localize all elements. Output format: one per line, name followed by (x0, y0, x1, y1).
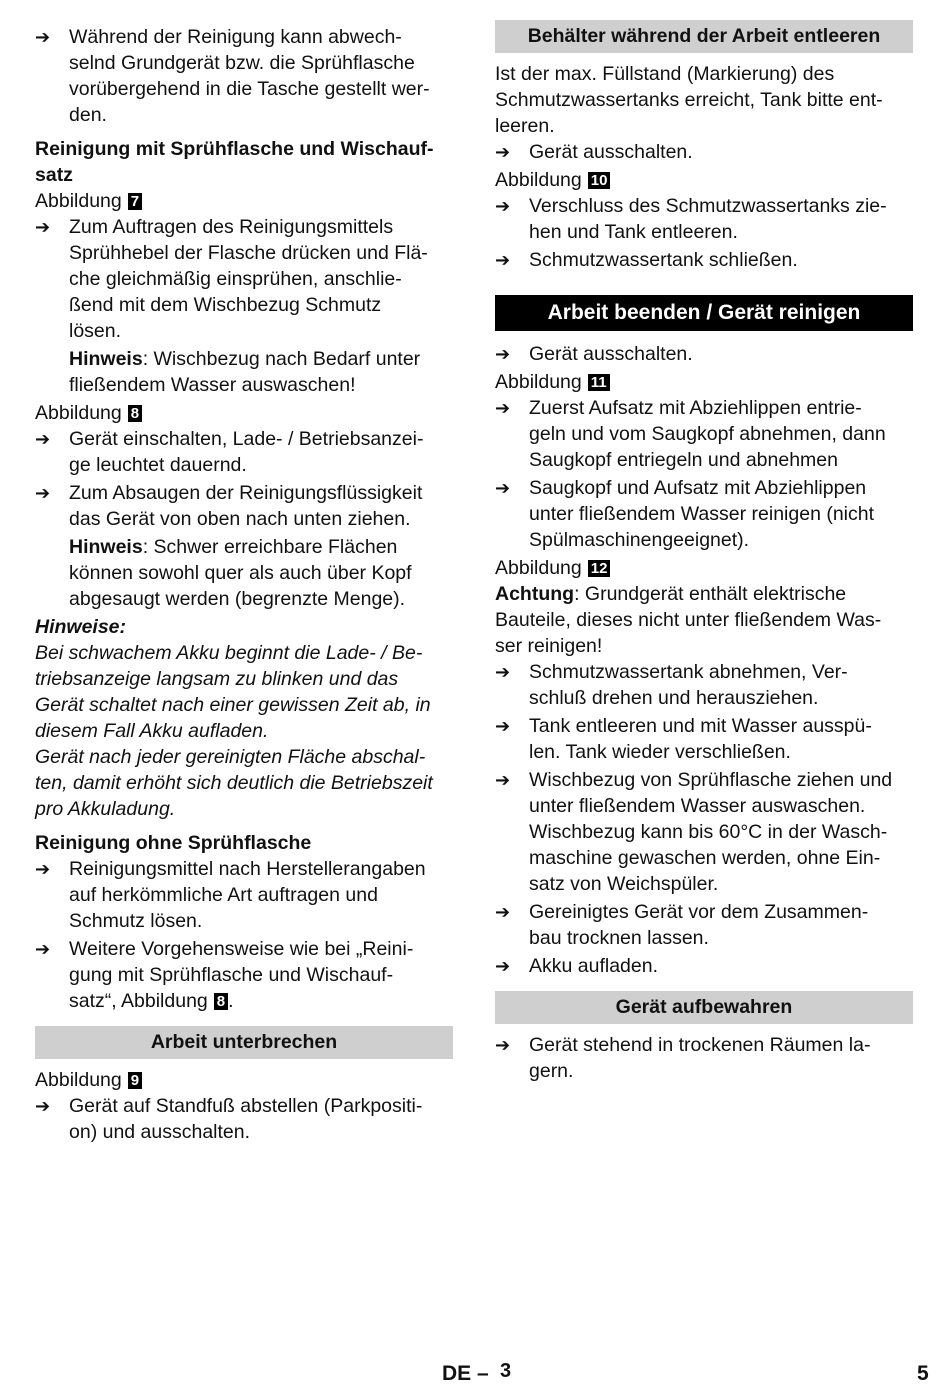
arrow-icon: ➔ (495, 770, 511, 790)
figure-label: Abbildung (495, 169, 582, 191)
text-line: Ist der max. Füllstand (Markierung) des (495, 63, 835, 85)
text-line: gung mit Sprühflasche und Wischauf- (69, 964, 394, 986)
text-line: Gerät einschalten, Lade- / Betriebsanzei- (69, 428, 424, 450)
text-line: Gerät schaltet nach einer gewissen Zeit ab, in (35, 694, 431, 716)
text-line: Gerät ausschalten. (529, 141, 693, 163)
figure-number-badge: 9 (128, 1072, 142, 1089)
figure-number-badge: 8 (128, 405, 142, 422)
arrow-icon: ➔ (495, 250, 511, 270)
list-item (495, 475, 913, 553)
figure-ref (495, 369, 913, 395)
text-line: schluß drehen und herausziehen. (529, 687, 819, 709)
list-item (35, 856, 453, 934)
hint-label: Hinweis (69, 348, 143, 370)
arrow-icon: ➔ (35, 429, 51, 449)
footer-dash: – (477, 1362, 489, 1385)
hint-text: : Wischbezug nach Bedarf unter (142, 348, 421, 370)
hint-label: Hinweis (69, 536, 143, 558)
paragraph (495, 61, 913, 139)
text-line: selnd Grundgerät bzw. die Sprühflasche (69, 52, 415, 74)
arrow-icon: ➔ (495, 716, 511, 736)
hint-note (35, 534, 453, 612)
text-line: Weitere Vorgehensweise wie bei „Reini- (69, 938, 414, 960)
text-line: unter fließendem Wasser reinigen (nicht (529, 503, 875, 525)
list-item (495, 247, 913, 273)
page-number: 5 (917, 1362, 929, 1385)
text-line: Während der Reinigung kann abwech- (69, 26, 402, 48)
text-line: ge leuchtet dauernd. (69, 454, 247, 476)
notes-title: Hinweise: (35, 616, 127, 638)
text-line: Saugkopf und Aufsatz mit Abziehlippen (529, 477, 867, 499)
text-line: abgesaugt werden (begrenzte Menge). (69, 588, 406, 610)
arrow-icon: ➔ (495, 478, 511, 498)
section-heading (35, 136, 453, 188)
right-column (495, 8, 913, 1086)
text-punct: . (228, 990, 234, 1012)
text-line: Schmutzwassertank abnehmen, Ver- (529, 661, 848, 683)
arrow-icon: ➔ (35, 483, 51, 503)
text-line: Zum Absaugen der Reinigungsflüssigkeit (69, 482, 423, 504)
text-line: geln und vom Saugkopf abnehmen, dann (529, 423, 886, 445)
text-line: Zum Auftragen des Reinigungsmittels (69, 216, 394, 238)
figure-ref (35, 1067, 453, 1093)
section-bar: Behälter während der Arbeit entleeren (495, 20, 913, 53)
text-line: satz“, Abbildung (69, 990, 208, 1012)
text-line: hen und Tank entleeren. (529, 221, 738, 243)
text-line: Verschluss des Schmutzwassertanks zie- (529, 195, 887, 217)
text-line: ser reinigen! (495, 635, 603, 657)
text-line: gern. (529, 1060, 574, 1082)
footer-language (442, 1362, 489, 1386)
list-item (495, 659, 913, 711)
text-line: che gleichmäßig einsprühen, anschlie- (69, 268, 402, 290)
text-line: on) und ausschalten. (69, 1121, 251, 1143)
text-line: Gereinigtes Gerät vor dem Zusammen- (529, 901, 869, 923)
notes-block (35, 640, 453, 822)
figure-label: Abbildung (35, 402, 122, 424)
section-bar-primary: Arbeit beenden / Gerät reinigen (495, 295, 913, 331)
figure-ref (495, 167, 913, 193)
arrow-icon: ➔ (35, 939, 51, 959)
list-item (35, 480, 453, 532)
list-item (495, 193, 913, 245)
text-line: ßend mit dem Wischbezug Schmutz (69, 294, 382, 316)
list-item (495, 767, 913, 897)
heading-line: Reinigung mit Sprühflasche und Wischauf- (35, 138, 434, 160)
text-line: lösen. (69, 320, 122, 342)
arrow-icon: ➔ (495, 142, 511, 162)
text-line: Bauteile, dieses nicht unter fließendem Was- (495, 609, 882, 631)
figure-ref (35, 188, 453, 214)
arrow-icon: ➔ (495, 398, 511, 418)
arrow-icon: ➔ (495, 1035, 511, 1055)
figure-number-badge: 12 (588, 560, 611, 577)
arrow-icon: ➔ (35, 1096, 51, 1116)
text-line: leeren. (495, 115, 555, 137)
list-item (35, 426, 453, 478)
figure-label: Abbildung (495, 557, 582, 579)
hint-note (35, 346, 453, 398)
text-line: Bei schwachem Akku beginnt die Lade- / Be- (35, 642, 423, 664)
figure-number-badge: 10 (588, 172, 611, 189)
text-line: können sowohl quer als auch über Kopf (69, 562, 412, 584)
arrow-icon: ➔ (495, 196, 511, 216)
figure-ref (495, 555, 913, 581)
section-bar: Gerät aufbewahren (495, 991, 913, 1024)
hint-text: : Schwer erreichbare Flächen (142, 536, 398, 558)
section-bar: Arbeit unterbrechen (35, 1026, 453, 1059)
list-item (495, 341, 913, 367)
text-line: diesem Fall Akku aufladen. (35, 720, 269, 742)
warning-label: Achtung (495, 583, 575, 605)
text-line: den. (69, 104, 107, 126)
heading-line: satz (35, 164, 73, 186)
text-line: Akku aufladen. (529, 955, 659, 977)
list-item (35, 1093, 453, 1145)
text-line: Schmutz lösen. (69, 910, 203, 932)
arrow-icon: ➔ (35, 217, 51, 237)
list-item (35, 214, 453, 344)
text-line: Wischbezug von Sprühflasche ziehen und (529, 769, 893, 791)
text-line: Tank entleeren und mit Wasser ausspü- (529, 715, 872, 737)
text-line: Zuerst Aufsatz mit Abziehlippen entrie- (529, 397, 862, 419)
text-line: maschine gewaschen werden, ohne Ein- (529, 847, 881, 869)
list-item (495, 713, 913, 765)
figure-number-badge: 8 (214, 993, 228, 1010)
text-line: Gerät stehend in trockenen Räumen la- (529, 1034, 871, 1056)
warning-text: : Grundgerät enthält elektrische (574, 583, 847, 605)
arrow-icon: ➔ (35, 859, 51, 879)
text-line: Gerät auf Standfuß abstellen (Parkpositi- (69, 1095, 423, 1117)
text-line: Sprühhebel der Flasche drücken und Flä- (69, 242, 428, 264)
figure-number-badge: 11 (588, 374, 610, 391)
list-item (495, 395, 913, 473)
list-item (495, 139, 913, 165)
warning-paragraph (495, 581, 913, 659)
text-line: Gerät ausschalten. (529, 343, 693, 365)
figure-label: Abbildung (495, 371, 582, 393)
text-line: pro Akkuladung. (35, 798, 176, 820)
text-line: fließendem Wasser auswaschen! (69, 374, 356, 396)
text-line: bau trocknen lassen. (529, 927, 709, 949)
arrow-icon: ➔ (35, 27, 51, 47)
text-line: auf herkömmliche Art auftragen und (69, 884, 378, 906)
text-line: Gerät nach jeder gereinigten Fläche abschal- (35, 746, 426, 768)
text-line: vorübergehend in die Tasche gestellt wer- (69, 78, 430, 100)
left-column (35, 24, 453, 1147)
section-page-number: 3 (500, 1360, 512, 1382)
arrow-icon: ➔ (495, 662, 511, 682)
list-item (495, 899, 913, 951)
arrow-icon: ➔ (495, 956, 511, 976)
text-line: Schmutzwassertanks erreicht, Tank bitte ent- (495, 89, 883, 111)
text-line: triebsanzeige langsam zu blinken und das (35, 668, 399, 690)
text-line: unter fließendem Wasser auswaschen. (529, 795, 866, 817)
figure-label: Abbildung (35, 1069, 122, 1091)
text-line: len. Tank wieder verschließen. (529, 741, 791, 763)
text-line: Wischbezug kann bis 60°C in der Wasch- (529, 821, 888, 843)
language-code: DE (442, 1362, 472, 1385)
text-line: Schmutzwassertank schließen. (529, 249, 798, 271)
arrow-icon: ➔ (495, 902, 511, 922)
text-line: das Gerät von oben nach unten ziehen. (69, 508, 411, 530)
list-item (495, 1032, 913, 1084)
list-item (35, 936, 453, 1014)
text-line: Spülmaschinengeeignet). (529, 529, 750, 551)
text-line: satz von Weichspüler. (529, 873, 719, 895)
figure-label: Abbildung (35, 190, 122, 212)
figure-ref (35, 400, 453, 426)
text-line: Reinigungsmittel nach Herstellerangaben (69, 858, 426, 880)
text-line: ten, damit erhöht sich deutlich die Betriebszeit (35, 772, 433, 794)
figure-number-badge: 7 (128, 193, 142, 210)
arrow-icon: ➔ (495, 344, 511, 364)
list-item (35, 24, 453, 128)
text-line: Saugkopf entriegeln und abnehmen (529, 449, 838, 471)
section-heading: Reinigung ohne Sprühflasche (35, 832, 312, 854)
list-item (495, 953, 913, 979)
